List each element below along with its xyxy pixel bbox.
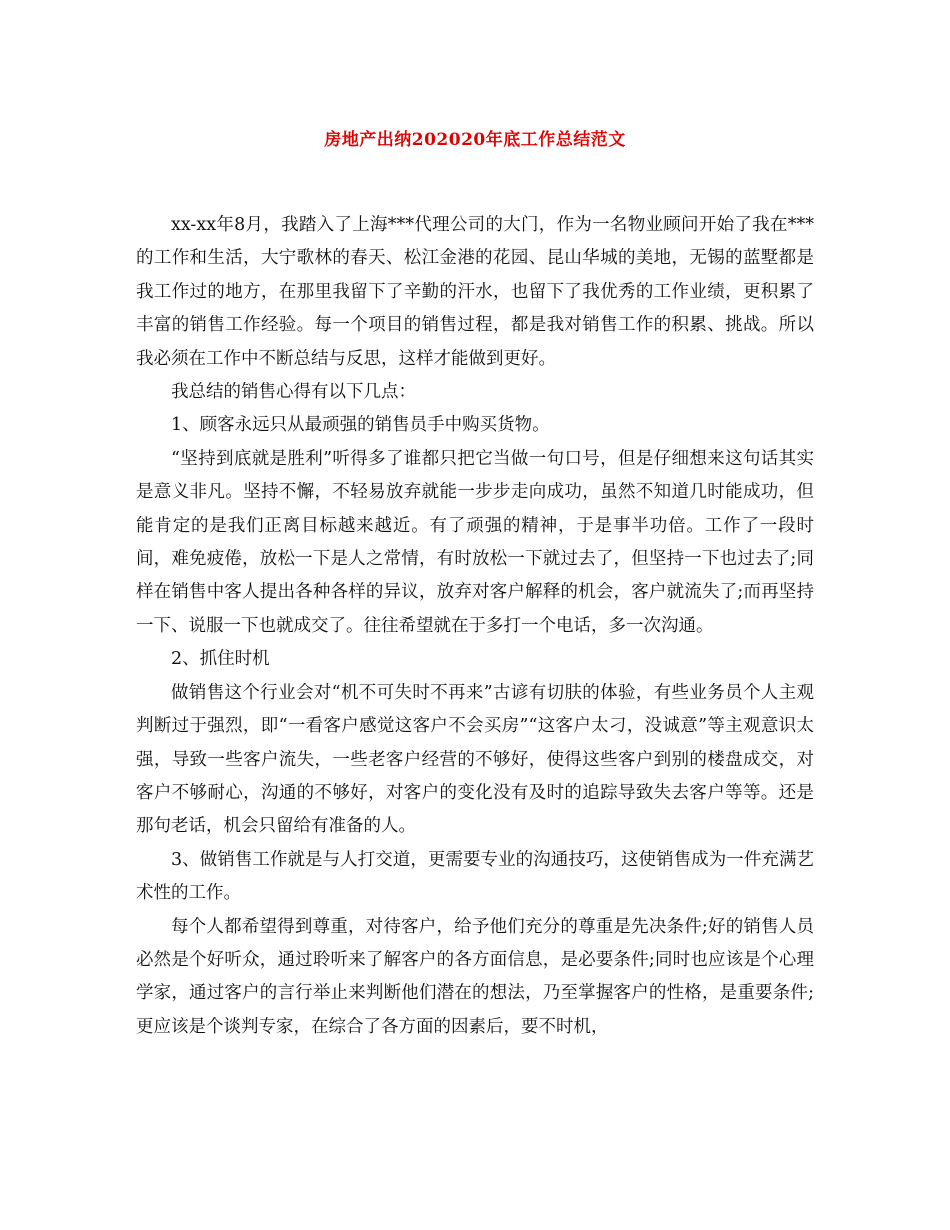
document-title: 房地产出纳202020年底工作总结范文 [324, 130, 626, 150]
section-heading-2: 2、抓住时机 [171, 649, 270, 670]
section-heading-3: 3、做销售工作就是与人打交道，更需要专业的沟通技巧，这使销售成为一件充满艺术性的工作。 [136, 849, 814, 904]
paragraph-intro: xx-xx年8月，我踏入了上海***代理公司的大门，作为一名物业顾问开始了我在***的工作和生活，大宁歌林的春天、松江金港的花园、昆山华城的美地，无锡的蓝墅都是我工作过的地方，在那里我留下了辛勤的汗水，也留下了我优秀的工作业绩，更积累了丰富的销售工作经验。每一个项目的销售过程，都是我对销售工作的积累、挑战。所以我必须在工作中不断总结与反思，这样才能做到更好。 [136, 215, 814, 369]
paragraph-summary-lead: 我总结的销售心得有以下几点： [171, 382, 416, 403]
paragraph-persistence: “坚持到底就是胜利”听得多了谁都只把它当做一句口号，但是仔细想来这句话其实是意义非凡。坚持不懈，不轻易放弃就能一步步走向成功，虽然不知道几时能成功，但能肯定的是我们正离目标越来越近。有了顽强的精神，于是事半功倍。工作了一段时间，难免疲倦，放松一下是人之常情，有时放松一下就过去了，但坚持一下也过去了;同样在销售中客人提出各种各样的异议，放弃对客户解释的机会，客户就流失了;而再坚持一下、说服一下也就成交了。往往希望就在于多打一个电话，多一次沟通。 [136, 448, 814, 636]
paragraph-timing: 做销售这个行业会对“机不可失时不再来”古谚有切肤的体验，有些业务员个人主观判断过于强烈，即“一看客户感觉这客户不会买房”“这客户太刁，没诚意”等主观意识太强，导致一些客户流失，一些老客户经营的不够好，使得这些客户到别的楼盘成交，对客户不够耐心，沟通的不够好，对客户的变化没有及时的追踪导致失去客户等等。还是那句老话，机会只留给有准备的人。 [136, 682, 814, 837]
section-heading-1: 1、顾客永远只从最顽强的销售员手中购买货物。 [171, 415, 550, 436]
paragraph-communication: 每个人都希望得到尊重，对待客户，给予他们充分的尊重是先决条件;好的销售人员必然是个好听众，通过聆听来了解客户的各方面信息，是必要条件;同时也应该是个心理学家，通过客户的言行举止来判断他们潜在的想法，乃至掌握客户的性格，是重要条件;更应该是个谈判专家，在综合了各方面的因素后，要不时机， [136, 916, 814, 1037]
document-body [136, 209, 814, 1044]
